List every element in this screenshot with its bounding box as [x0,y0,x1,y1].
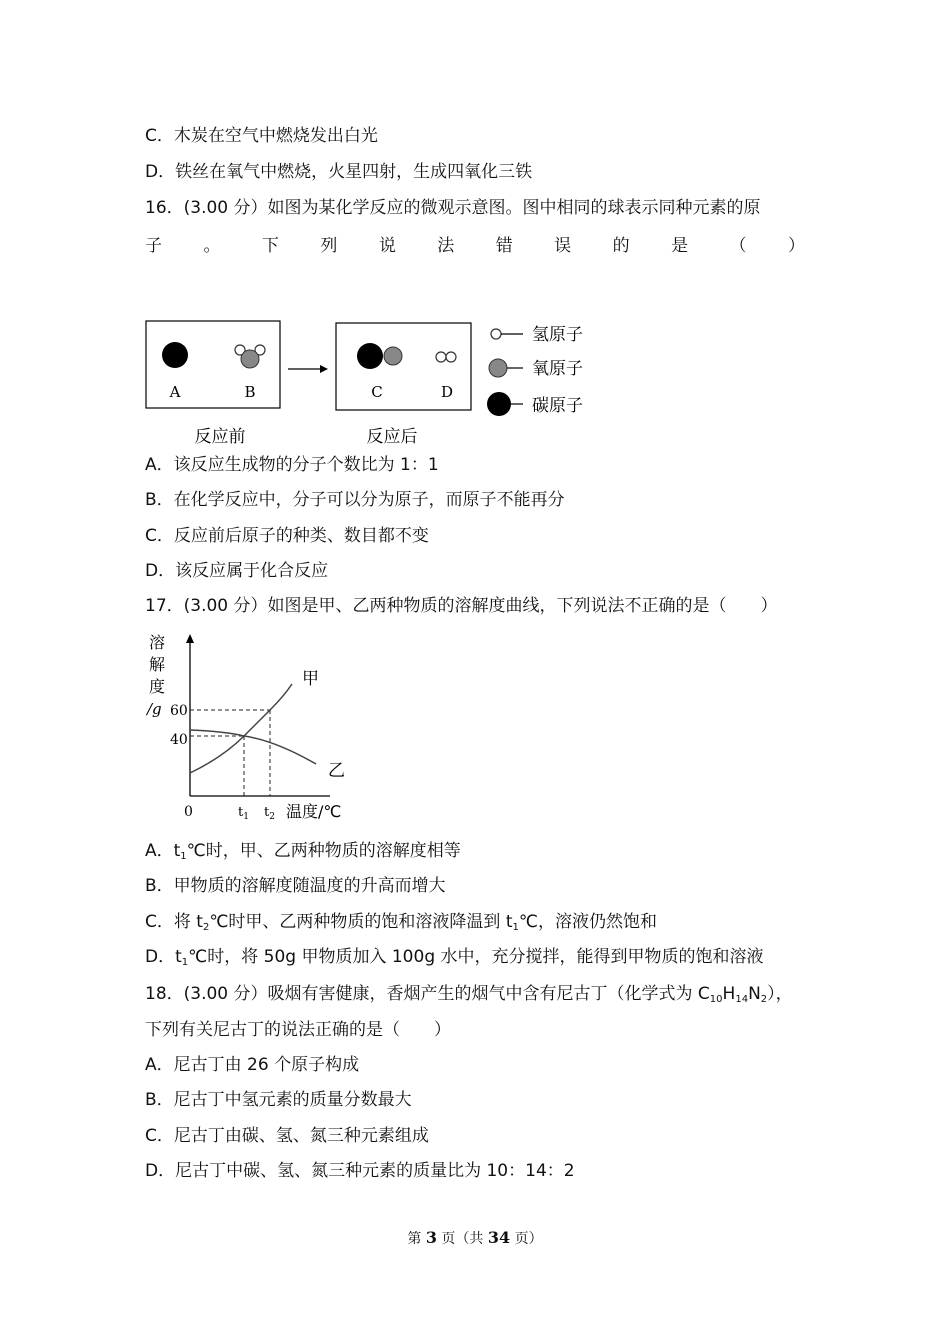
carbon-atom-a [162,342,188,368]
carbon-atom [357,343,383,369]
y-label-char: 解 [149,655,166,674]
y-label-unit: /g [147,700,162,718]
legend-carbon [487,392,583,416]
page-footer: 第 3 页（共 34 页） [407,1228,543,1247]
y-tick-60: 60 [170,703,188,719]
q15-option-c: C．木炭在空气中燃烧发出白光 [145,126,378,146]
q17-option-b: B．甲物质的溶解度随温度的升高而增大 [145,876,446,896]
q16-char: 误 [554,236,572,256]
q17-option-d: D．$t_1℃$时，将 50g 甲物质加入 100g 水中，充分搅拌，能得到甲物质的饱和溶液 [145,947,764,968]
page-total: 34 [487,1228,511,1247]
q16-char: 的 [612,236,630,256]
q16-char: 列 [320,236,338,256]
y-tick-40: 40 [170,732,188,748]
q16-option-d: D．该反应属于化合反应 [145,561,329,581]
caption-after: 反应后 [366,427,418,447]
x-axis-label: 温度/℃ [286,802,342,821]
x-tick-t2: $t_2$ [264,805,275,822]
q16-char: 说 [378,236,396,256]
q16-char: ） [787,236,805,256]
y-axis-arrow [186,634,194,643]
svg-text:氢原子: 氢原子 [532,325,583,345]
q18-option-b: B．尼古丁中氢元素的质量分数最大 [145,1090,412,1110]
y-label-char: 度 [149,677,166,696]
reaction-micro-diagram [140,314,600,454]
svg-text:碳原子: 碳原子 [532,396,583,416]
q17-stem: 17．(3.00 分）如图是甲、乙两种物质的溶解度曲线，下列说法不正确的是（ ） [145,596,778,616]
q16-option-b: B．在化学反应中，分子可以分为原子，而原子不能再分 [145,490,565,510]
q16-char: 下 [261,236,279,256]
label-d: D [440,383,454,401]
q16-char: 。 [203,236,221,256]
oxygen-atom [241,350,259,368]
q16-char: 错 [495,236,513,256]
q16-option-a: A．该反应生成物的分子个数比为 1：1 [145,455,439,475]
q15-option-d: D．铁丝在氧气中燃烧，火星四射，生成四氧化三铁 [145,162,533,182]
caption-before: 反应前 [194,427,246,447]
label-a: A [169,383,181,401]
legend-oxygen [489,359,583,379]
q16-stem-line2 [145,234,805,258]
hydrogen-atom [446,352,456,362]
page-number: 3 [425,1228,437,1247]
y-label-char: 溶 [149,633,166,652]
legend-hydrogen [491,325,583,345]
q18-option-d: D．尼古丁中碳、氢、氮三种元素的质量比为 10：14：2 [145,1161,575,1181]
q16-stem-line1: 16．(3.00 分）如图为某化学反应的微观示意图。图中相同的球表示同种元素的原 [145,198,761,218]
x-tick-t1: $t_1$ [238,805,249,822]
arrow-head [320,365,328,373]
q16-char: 是 [671,236,689,256]
solubility-curve-chart [140,626,360,826]
curve-jia [190,684,292,773]
hydrogen-atom [436,352,446,362]
q18-option-a: A．尼古丁由 26 个原子构成 [145,1055,360,1075]
q18-option-c: C．尼古丁由碳、氢、氮三种元素组成 [145,1126,429,1146]
q17-option-c: C．将 $t_2℃$时甲、乙两种物质的饱和溶液降温到 $t_1℃$，溶液仍然饱和 [145,912,657,933]
curve-yi [190,730,316,764]
curve-label-jia: 甲 [302,669,319,689]
oxygen-atom [384,347,402,365]
q18-stem-line2: 下列有关尼古丁的说法正确的是（ ） [145,1020,451,1040]
label-c: C [371,383,383,401]
svg-text:氧原子: 氧原子 [532,359,583,379]
q16-option-c: C．反应前后原子的种类、数目都不变 [145,526,429,546]
q17-option-a: A．$t_1℃$时，甲、乙两种物质的溶解度相等 [145,841,461,862]
origin-label: 0 [184,804,193,820]
q18-stem-line1: 18．(3.00 分）吸烟有害健康，香烟产生的烟气中含有尼古丁（化学式为 $C_{10}H_{14}N_2$）， [145,984,793,1005]
curve-label-yi: 乙 [328,761,345,781]
q16-char: （ [729,236,747,256]
before-box [146,321,280,408]
label-b: B [244,383,256,401]
q16-char: 法 [437,236,455,256]
q16-char: 子 [145,236,162,256]
